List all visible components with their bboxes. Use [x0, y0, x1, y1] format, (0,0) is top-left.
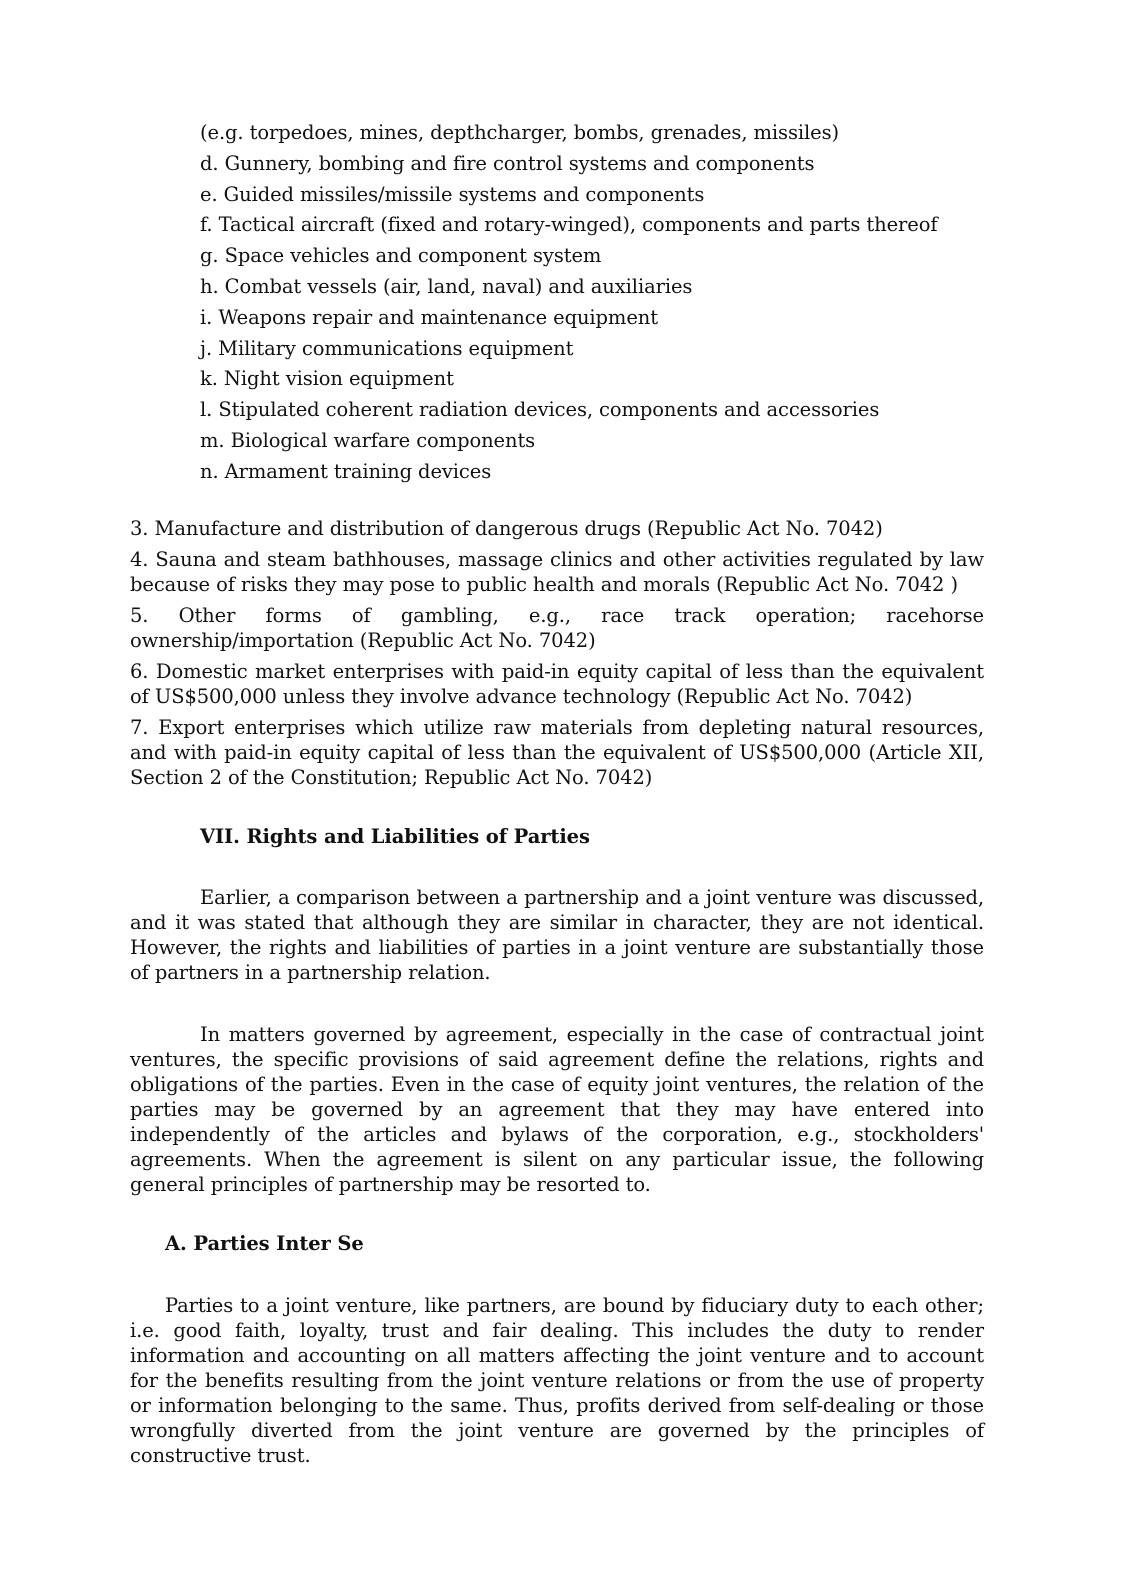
list-item: k. Night vision equipment	[200, 367, 454, 391]
list-item: m. Biological warfare components	[200, 428, 536, 452]
list-item: j. Military communications equipment	[200, 336, 574, 360]
list-item: f. Tactical aircraft (fixed and rotary-winged), components and parts thereof	[200, 213, 938, 237]
numbered-item: 6. Domestic market enterprises with paid-in equity capital of less than the equivalent of US$500,000 unless they involve advance technology (Republic Act No. 7042)	[130, 660, 984, 708]
sublist-military-items	[200, 118, 937, 488]
paragraph: In matters governed by agreement, especially in the case of contractual joint ventures, the specific provisions of said agreement define the relations, rights and obligations of the parties. Even in the case of equity joint ventures, the relation of the parties may be governed by an agreement that they may have entered into independently of the articles and bylaws of the corporation, e.g., stockholders' agreements. When the agreement is silent on any particular issue, the following general principles of partnership may be resorted to.	[130, 1023, 984, 1196]
numbered-item: 5. Other forms of gambling, e.g., race track operation; racehorse ownership/importation (Republic Act No. 7042)	[130, 604, 984, 652]
list-item: g. Space vehicles and component system	[200, 244, 602, 268]
list-item: d. Gunnery, bombing and fire control systems and components	[200, 151, 815, 175]
numbered-item: 7. Export enterprises which utilize raw materials from depleting natural resources, and with paid-in equity capital of less than the equivalent of US$500,000 (Article XII, Section 2 of the Constitution; Republic Act No. 7042)	[130, 716, 984, 789]
numbered-item: 3. Manufacture and distribution of dangerous drugs (Republic Act No. 7042)	[130, 517, 883, 540]
list-item: h. Combat vessels (air, land, naval) and auxiliaries	[200, 274, 693, 298]
paragraph: Earlier, a comparison between a partnership and a joint venture was discussed, and it was stated that although they are similar in character, they are not identical. However, the rights and liabilities of parties in a joint venture are substantially those of partners in a partnership relation.	[130, 886, 984, 984]
list-item: (e.g. torpedoes, mines, depthcharger, bombs, grenades, missiles)	[200, 121, 839, 144]
subsection-heading: A. Parties Inter Se	[165, 1232, 364, 1255]
paragraph: Parties to a joint venture, like partners, are bound by fiduciary duty to each other; i.e. good faith, loyalty, trust and fair dealing. This includes the duty to render information and accounting on all matters affecting the joint venture and to account for the benefits resulting from the joint venture relations or from the use of property or information belonging to the same. Thus, profits derived from self-dealing or those wrongfully diverted from the joint venture are governed by the principles of constructive trust.	[130, 1294, 984, 1467]
list-item: e. Guided missiles/missile systems and components	[200, 182, 705, 206]
list-item: i. Weapons repair and maintenance equipment	[200, 305, 658, 329]
list-item: l. Stipulated coherent radiation devices, components and accessories	[200, 398, 880, 422]
section-heading: VII. Rights and Liabilities of Parties	[200, 825, 590, 848]
numbered-item: 4. Sauna and steam bathhouses, massage clinics and other activities regulated by law because of risks they may pose to public health and morals (Republic Act No. 7042 )	[130, 548, 984, 596]
numbered-list-restricted-activities	[130, 516, 984, 796]
list-item: n. Armament training devices	[200, 459, 492, 483]
